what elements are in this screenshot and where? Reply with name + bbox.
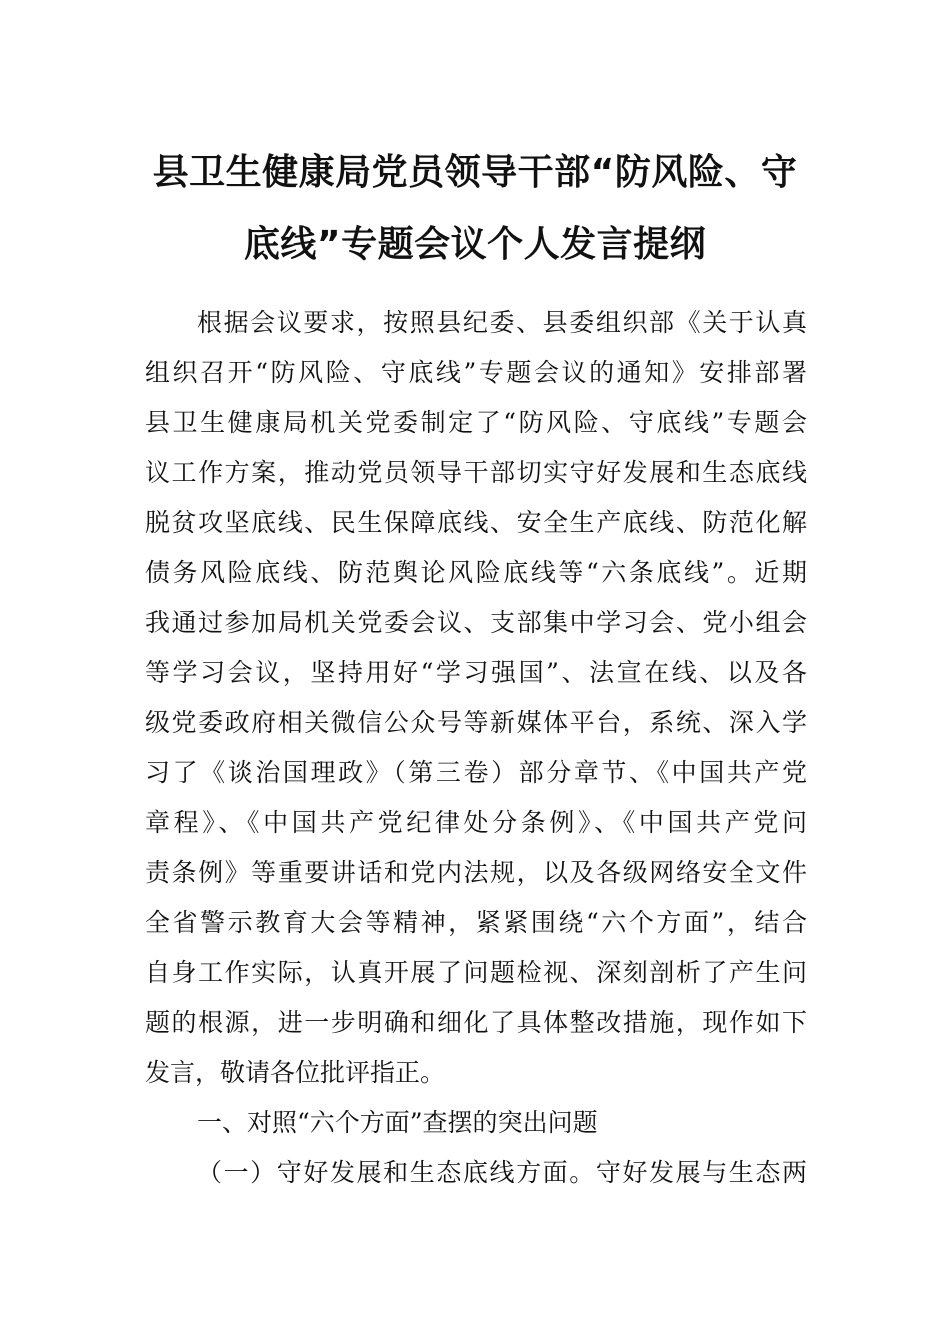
paragraph-line: 债务风险底线、防范舆论风险底线等“六条底线”。近期 bbox=[145, 558, 807, 587]
document-title-line-2: 底线”专题会议个人发言提纲 bbox=[243, 224, 707, 265]
paragraph-line: 责条例》等重要讲话和党内法规，以及各级网络安全文件 bbox=[145, 858, 807, 887]
paragraph-line: 脱贫攻坚底线、民生保障底线、安全生产底线、防范化解 bbox=[145, 508, 807, 537]
paragraph-line: 题的根源，进一步明确和细化了具体整改措施，现作如下 bbox=[145, 1008, 807, 1037]
document-body bbox=[145, 298, 807, 1198]
paragraph-line: 章程》、《中国共产党纪律处分条例》、《中国共产党问 bbox=[145, 808, 807, 837]
paragraph-line: 我通过参加局机关党委会议、支部集中学习会、党小组会 bbox=[145, 608, 807, 637]
paragraph-line: 议工作方案，推动党员领导干部切实守好发展和生态底线 bbox=[145, 458, 807, 487]
paragraph-line: 自身工作实际，认真开展了问题检视、深刻剖析了产生问 bbox=[145, 958, 807, 987]
paragraph-line: 组织召开“防风险、守底线”专题会议的通知》安排部署 bbox=[145, 358, 807, 387]
paragraph-line: 发言，敬请各位批评指正。 bbox=[145, 1058, 446, 1087]
paragraph-line: 根据会议要求，按照县纪委、县委组织部《关于认真 bbox=[197, 308, 807, 337]
paragraph-line: 县卫生健康局机关党委制定了“防风险、守底线”专题会 bbox=[145, 408, 807, 437]
section-heading: 一、对照“六个方面”查摆的突出问题 bbox=[197, 1108, 598, 1137]
document-title-line-1: 县卫生健康局党员领导干部“防风险、守 bbox=[152, 152, 798, 193]
subsection-line: （一）守好发展和生态底线方面。守好发展与生态两 bbox=[197, 1158, 807, 1187]
paragraph-line: 全省警示教育大会等精神，紧紧围绕“六个方面”，结合 bbox=[145, 908, 807, 937]
paragraph-line: 等学习会议，坚持用好“学习强国”、法宣在线、以及各 bbox=[145, 658, 807, 687]
paragraph-line: 习了《谈治国理政》（第三卷）部分章节、《中国共产党 bbox=[145, 758, 807, 787]
paragraph-line: 级党委政府相关微信公众号等新媒体平台，系统、深入学 bbox=[145, 708, 807, 737]
